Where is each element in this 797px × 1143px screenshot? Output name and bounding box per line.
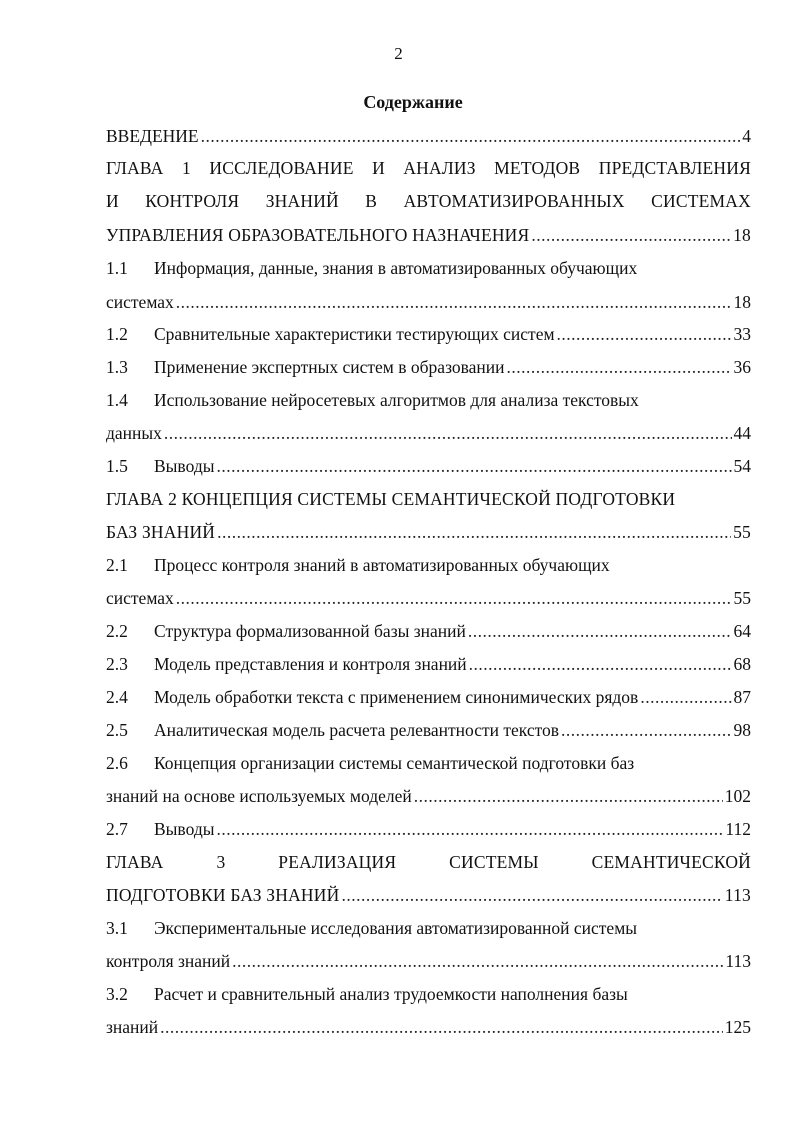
toc-entry-page: 54 <box>733 456 751 476</box>
toc-entry-label: Модель представления и контроля знаний <box>154 654 467 674</box>
word: И <box>372 158 385 178</box>
toc-entry-2-7[interactable] <box>106 817 751 841</box>
toc-entry-label: ГЛАВА 2 КОНЦЕПЦИЯ СИСТЕМЫ СЕМАНТИЧЕСКОЙ ПОДГОТОВКИ <box>106 489 676 509</box>
toc-entry-label: Выводы <box>154 456 215 476</box>
dot-leader <box>640 685 731 709</box>
word: И <box>106 191 119 211</box>
toc-entry-page: 68 <box>733 654 751 674</box>
word: ПРЕДСТАВЛЕНИЯ <box>598 158 751 178</box>
toc-entry-1-1-cont[interactable] <box>106 290 751 314</box>
word: ИССЛЕДОВАНИЕ <box>209 158 354 178</box>
toc-entry-3-1-cont[interactable] <box>106 949 751 973</box>
section-number: 3.2 <box>106 984 128 1004</box>
chapter-2-line-1[interactable] <box>106 487 751 511</box>
dot-leader <box>341 883 722 907</box>
dot-leader <box>557 322 732 346</box>
toc-entry-label: ПОДГОТОВКИ БАЗ ЗНАНИЙ <box>106 885 340 905</box>
word: АНАЛИЗ <box>403 158 476 178</box>
toc-entry-page: 112 <box>725 819 751 839</box>
dot-leader <box>164 421 732 445</box>
toc-entry-label: Применение экспертных систем в образовании <box>154 357 505 377</box>
section-number: 2.2 <box>106 621 128 641</box>
toc-entry-label: Выводы <box>154 819 215 839</box>
toc-entry-label: Модель обработки текста с применением синонимических рядов <box>154 687 639 707</box>
chapter-1-line-2[interactable] <box>106 189 751 213</box>
toc-entry-page: 18 <box>733 225 751 245</box>
toc-entry-3-1[interactable] <box>106 916 751 940</box>
section-number: 2.1 <box>106 555 128 575</box>
section-number: 1.2 <box>106 324 128 344</box>
chapter-1-line-1[interactable] <box>106 156 751 180</box>
section-number: 1.5 <box>106 456 128 476</box>
toc-entry-label: знаний <box>106 1017 159 1037</box>
toc-entry-1-5[interactable] <box>106 454 751 478</box>
toc-entry-label: Информация, данные, знания в автоматизированных обучающих <box>154 258 638 278</box>
toc-entry-page: 44 <box>733 423 751 443</box>
section-number: 1.3 <box>106 357 128 377</box>
word: В <box>365 191 378 211</box>
toc-entry-page: 98 <box>733 720 751 740</box>
dot-leader <box>176 586 732 610</box>
toc-entry-1-4[interactable] <box>106 388 751 412</box>
toc-entry-label: Структура формализованной базы знаний <box>154 621 466 641</box>
toc-entry-3-2[interactable] <box>106 982 751 1006</box>
word: СЕМАНТИЧЕСКОЙ <box>591 852 751 872</box>
toc-entry-1-2[interactable] <box>106 322 751 346</box>
toc-entry-page: 4 <box>742 126 751 146</box>
word: ЗНАНИЙ <box>265 191 339 211</box>
toc-entry-page: 102 <box>724 786 751 806</box>
toc-entry-label: Процесс контроля знаний в автоматизированных обучающих <box>154 555 610 575</box>
section-number: 1.1 <box>106 258 128 278</box>
toc-entry-label: Экспериментальные исследования автоматизированной системы <box>154 918 638 938</box>
dot-leader <box>469 652 732 676</box>
dot-leader <box>468 619 732 643</box>
toc-entry-intro[interactable] <box>106 124 751 148</box>
word: СИСТЕМАХ <box>651 191 751 211</box>
toc-entry-3-2-cont[interactable] <box>106 1015 751 1039</box>
toc-entry-2-6[interactable] <box>106 751 751 775</box>
toc-entry-page: 55 <box>733 588 751 608</box>
toc-entry-2-3[interactable] <box>106 652 751 676</box>
chapter-1-line-3[interactable] <box>106 223 751 247</box>
word: РЕАЛИЗАЦИЯ <box>278 852 397 872</box>
toc-entry-label: контроля знаний <box>106 951 231 971</box>
toc-entry-page: 125 <box>724 1017 751 1037</box>
page-number: 2 <box>394 44 403 63</box>
toc-entry-label: Сравнительные характеристики тестирующих систем <box>154 324 555 344</box>
dot-leader <box>561 718 731 742</box>
word: КОНТРОЛЯ <box>145 191 240 211</box>
section-number: 2.3 <box>106 654 128 674</box>
toc-entry-page: 87 <box>733 687 751 707</box>
chapter-3-line-1[interactable] <box>106 850 751 874</box>
toc-entry-page: 113 <box>724 885 751 905</box>
dot-leader <box>216 817 723 841</box>
word: ГЛАВА <box>106 158 164 178</box>
dot-leader <box>216 454 731 478</box>
section-number: 3.1 <box>106 918 128 938</box>
toc-entry-label: системах <box>106 588 174 608</box>
word: 3 <box>216 852 226 872</box>
section-number: 2.6 <box>106 753 128 773</box>
toc-entry-page: 18 <box>733 292 751 312</box>
toc-entry-2-4[interactable] <box>106 685 751 709</box>
toc-entry-label: данных <box>106 423 162 443</box>
toc-entry-page: 36 <box>733 357 751 377</box>
chapter-3-line-2[interactable] <box>106 883 751 907</box>
toc-entry-1-3[interactable] <box>106 355 751 379</box>
toc-entry-label: БАЗ ЗНАНИЙ <box>106 522 216 542</box>
toc-entry-label: Использование нейросетевых алгоритмов для анализа текстовых <box>154 390 639 410</box>
word: 1 <box>181 158 191 178</box>
toc-title: Содержание <box>363 92 463 112</box>
dot-leader <box>414 784 723 808</box>
section-number: 2.7 <box>106 819 128 839</box>
toc-entry-2-5[interactable] <box>106 718 751 742</box>
toc-entry-1-1[interactable] <box>106 256 751 280</box>
dot-leader <box>201 124 741 148</box>
dot-leader <box>217 520 731 544</box>
word: МЕТОДОВ <box>494 158 581 178</box>
toc-entry-page: 33 <box>733 324 751 344</box>
toc-entry-page: 113 <box>725 951 751 971</box>
toc-entry-page: 55 <box>733 522 751 542</box>
chapter-2-line-2[interactable] <box>106 520 751 544</box>
dot-leader <box>507 355 732 379</box>
dot-leader <box>160 1015 723 1039</box>
dot-leader <box>176 290 732 314</box>
toc-entry-label: Аналитическая модель расчета релевантности текстов <box>154 720 560 740</box>
section-number: 1.4 <box>106 390 128 410</box>
word: АВТОМАТИЗИРОВАННЫХ <box>403 191 625 211</box>
toc-entry-label: знаний на основе используемых моделей <box>106 786 412 806</box>
toc-entry-label: ВВЕДЕНИЕ <box>106 126 199 146</box>
section-number: 2.4 <box>106 687 128 707</box>
toc-entry-2-1[interactable] <box>106 553 751 577</box>
toc-entry-label: Концепция организации системы семантической подготовки баз <box>154 753 635 773</box>
toc-entry-2-6-cont[interactable] <box>106 784 751 808</box>
toc-entry-page: 64 <box>733 621 751 641</box>
toc-entry-label: системах <box>106 292 174 312</box>
word: СИСТЕМЫ <box>449 852 539 872</box>
toc-entry-2-1-cont[interactable] <box>106 586 751 610</box>
toc-entry-2-2[interactable] <box>106 619 751 643</box>
toc-entry-label: Расчет и сравнительный анализ трудоемкости наполнения базы <box>154 984 628 1004</box>
section-number: 2.5 <box>106 720 128 740</box>
word: ГЛАВА <box>106 852 164 872</box>
dot-leader <box>232 949 723 973</box>
toc-entry-1-4-cont[interactable] <box>106 421 751 445</box>
toc-entry-label: УПРАВЛЕНИЯ ОБРАЗОВАТЕЛЬНОГО НАЗНАЧЕНИЯ <box>106 225 530 245</box>
dot-leader <box>531 223 731 247</box>
